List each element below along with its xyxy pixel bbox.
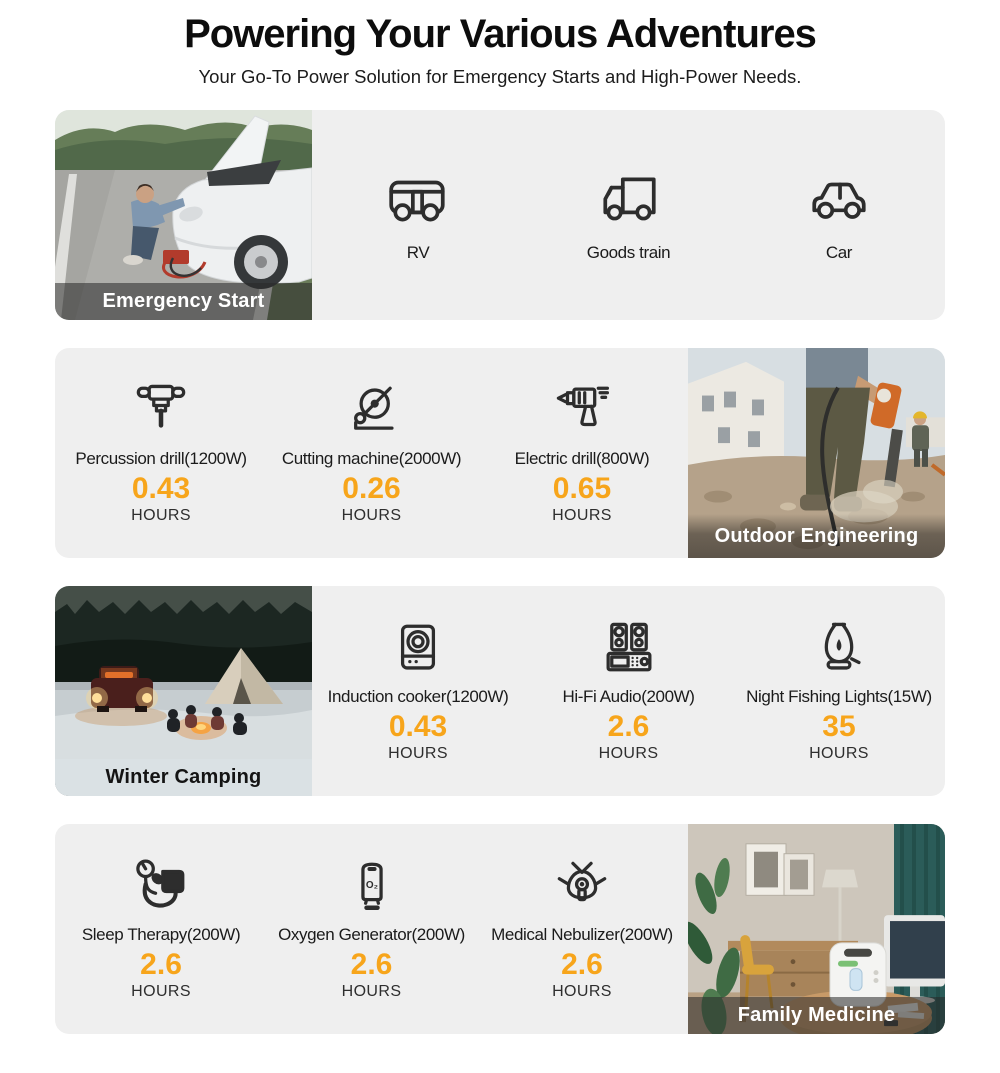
item-name: Hi-Fi Audio(200W) — [562, 687, 695, 706]
medical-nebulizer-icon — [553, 857, 611, 915]
induction-cooker-icon — [389, 619, 447, 677]
winter-camping-items — [312, 586, 945, 796]
hours-value: 0.65 — [552, 472, 612, 505]
electric-drill-icon — [553, 381, 611, 439]
hours-unit: HOURS — [809, 745, 869, 762]
section-winter-camping — [55, 586, 945, 796]
item-cutting-machine — [267, 381, 476, 525]
photo-label-winter-camping: Winter Camping — [55, 759, 312, 796]
item-electric-drill — [478, 381, 687, 525]
outdoor-engineering-photo — [688, 348, 945, 558]
item-induction-cooker — [314, 619, 523, 763]
photo-label-outdoor-engineering: Outdoor Engineering — [688, 514, 945, 558]
hours-value: 2.6 — [561, 948, 603, 981]
svg-text:O₂: O₂ — [365, 879, 378, 891]
hours-unit: HOURS — [552, 983, 612, 1000]
hours-value: 2.6 — [607, 710, 650, 743]
item-name: Night Fishing Lights(15W) — [746, 687, 932, 706]
section-outdoor-engineering — [55, 348, 945, 558]
item-name: Car — [825, 243, 853, 262]
hours-unit: HOURS — [131, 983, 191, 1000]
hours-unit: HOURS — [341, 507, 402, 524]
item-name: Electric drill(800W) — [514, 449, 650, 468]
goods-train-icon — [596, 167, 662, 233]
hifi-audio-icon — [600, 619, 658, 677]
item-name: Percussion drill(1200W) — [75, 449, 247, 468]
night-fishing-light-icon — [810, 619, 868, 677]
car-icon — [806, 167, 872, 233]
photo-label-emergency-start: Emergency Start — [55, 283, 312, 320]
item-name: Medical Nebulizer(200W) — [491, 925, 673, 944]
hours-value: 35 — [822, 710, 856, 743]
item-rv — [314, 167, 523, 263]
emergency-start-photo — [55, 110, 312, 320]
item-name: Induction cooker(1200W) — [327, 687, 509, 706]
cutting-machine-icon — [343, 381, 401, 439]
sections-container — [0, 88, 1000, 1034]
section-family-medicine — [55, 824, 945, 1034]
outdoor-engineering-items — [55, 348, 688, 558]
hours-unit: HOURS — [598, 745, 659, 762]
item-night-fishing-lights — [735, 619, 944, 763]
hours-value: 0.43 — [131, 472, 191, 505]
photo-label-family-medicine: Family Medicine — [688, 997, 945, 1034]
oxygen-generator-icon — [343, 857, 401, 915]
winter-camping-photo — [55, 586, 312, 796]
item-name: Oxygen Generator(200W) — [278, 925, 465, 944]
family-medicine-items — [55, 824, 688, 1034]
item-name: RV — [406, 243, 430, 262]
item-name: Cutting machine(2000W) — [281, 449, 462, 468]
item-name: Sleep Therapy(200W) — [81, 925, 241, 944]
hours-unit: HOURS — [131, 507, 191, 524]
section-emergency-start — [55, 110, 945, 320]
hours-unit: HOURS — [552, 507, 612, 524]
hours-value: 0.26 — [342, 472, 401, 505]
hours-value: 2.6 — [350, 948, 393, 981]
item-car — [735, 167, 944, 263]
family-medicine-photo — [688, 824, 945, 1034]
item-goods-train — [524, 167, 733, 263]
sleep-therapy-icon — [132, 857, 190, 915]
page-header — [0, 0, 1000, 88]
item-hifi-audio — [524, 619, 733, 763]
rv-icon — [385, 167, 451, 233]
item-name: Goods train — [586, 243, 671, 262]
hours-unit: HOURS — [388, 745, 448, 762]
hours-unit: HOURS — [341, 983, 402, 1000]
item-oxygen-generator — [267, 857, 476, 1001]
item-medical-nebulizer — [478, 857, 687, 1001]
hours-value: 2.6 — [140, 948, 182, 981]
page-title: Powering Your Various Adventures — [184, 12, 816, 56]
page-subtitle: Your Go-To Power Solution for Emergency Starts and High-Power Needs. — [198, 66, 802, 87]
emergency-start-items — [312, 110, 945, 320]
item-percussion-drill — [57, 381, 266, 525]
percussion-drill-icon — [132, 381, 190, 439]
item-sleep-therapy — [57, 857, 266, 1001]
hours-value: 0.43 — [388, 710, 448, 743]
